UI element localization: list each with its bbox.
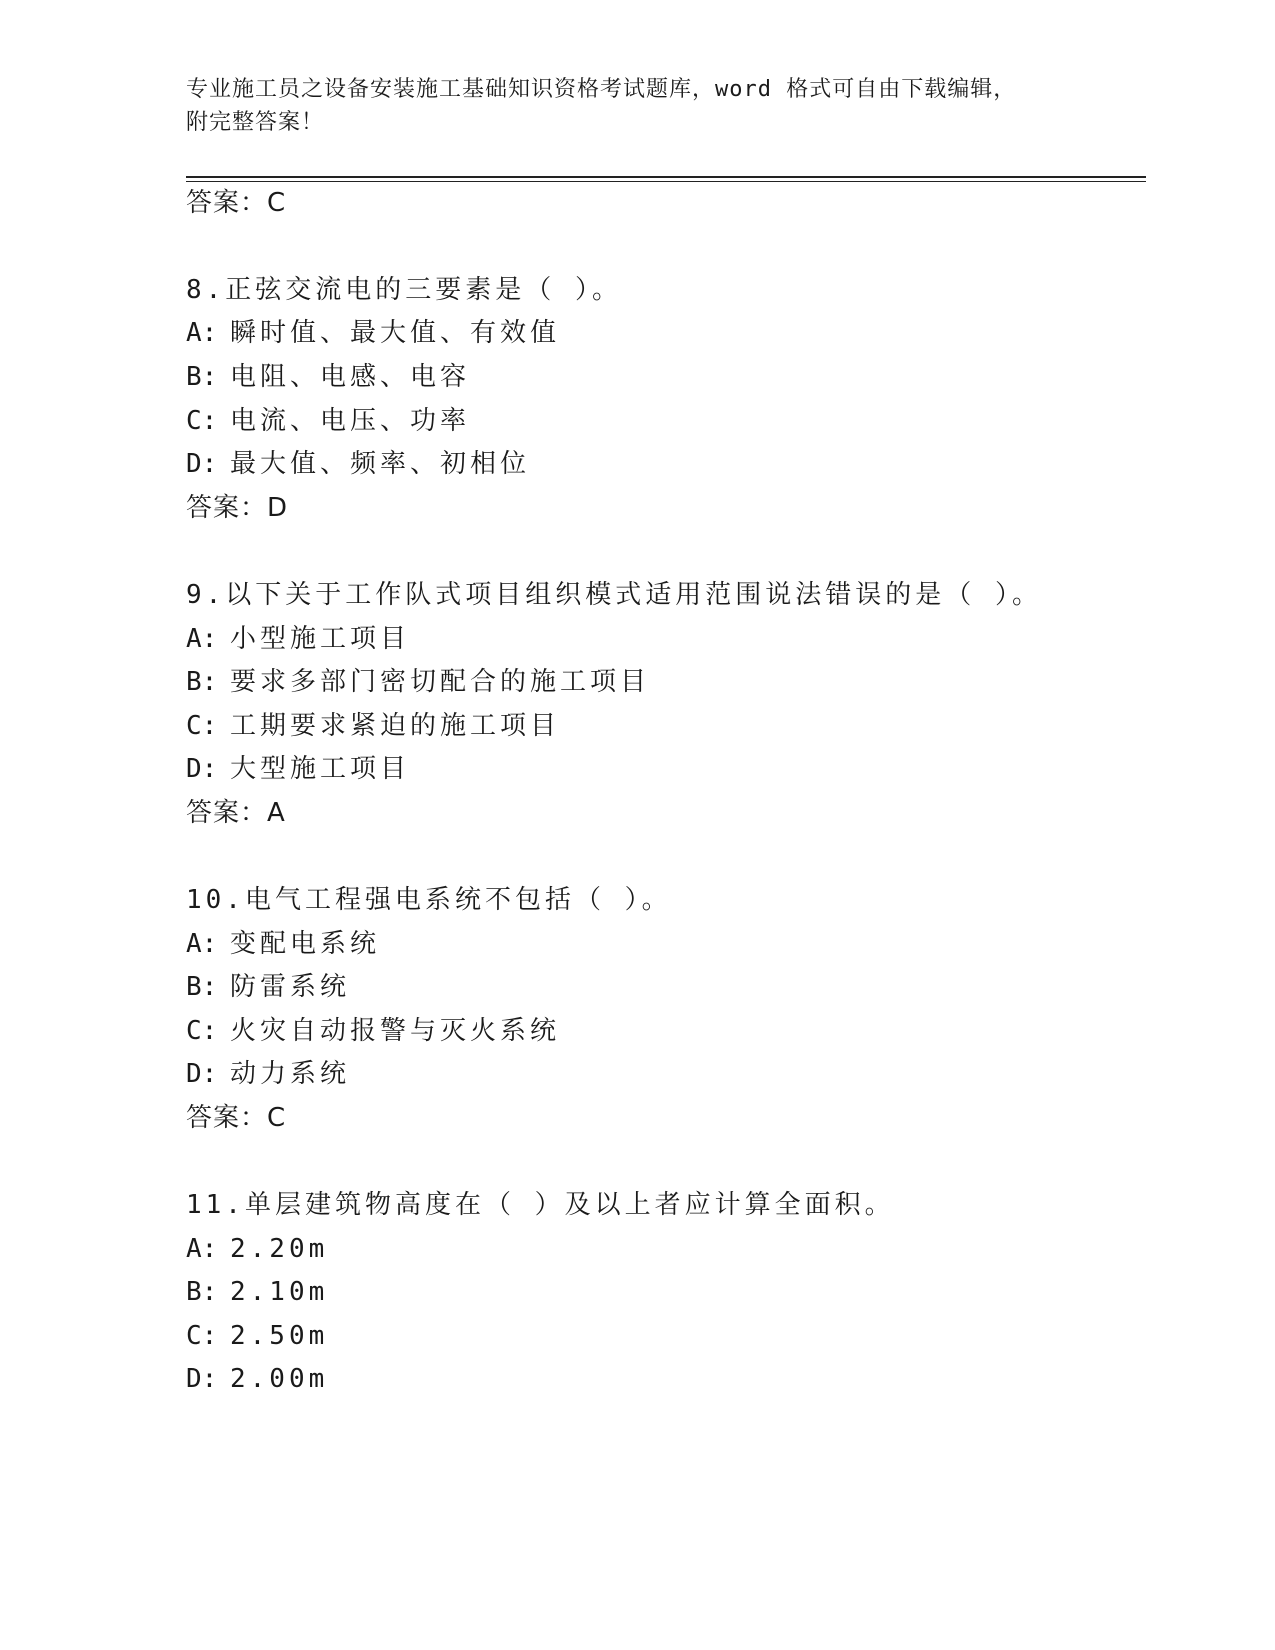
option-text: 小型施工项目 [230,624,411,654]
option-b [186,970,350,1004]
option-d [186,752,410,786]
option-letter: A: [186,1234,218,1264]
option-text: 工期要求紧迫的施工项目 [230,711,561,741]
option-d [186,1057,350,1091]
option-letter: C: [186,406,218,436]
option-text: 防雷系统 [230,972,351,1002]
option-letter: B: [186,972,218,1002]
option-letter: D: [186,1059,218,1089]
document-header [186,73,1086,139]
option-text: 2.50m [230,1321,329,1351]
option-d [186,447,530,481]
option-a [186,622,410,656]
answer-label: 答案：A [186,798,286,828]
option-letter: C: [186,1016,218,1046]
option-text: 电阻、电感、电容 [230,362,471,392]
option-letter: C: [186,1321,218,1351]
option-letter: A: [186,624,218,654]
option-letter: A: [186,318,218,348]
option-text: 2.00m [230,1364,329,1394]
answer-label: 答案：C [186,1103,287,1133]
option-text: 瞬时值、最大值、有效值 [230,318,561,348]
option-text: 最大值、频率、初相位 [230,449,531,479]
header-line-2: 附完整答案！ [186,110,325,135]
option-d [186,1362,328,1396]
option-letter: D: [186,449,218,479]
answer-label: 答案：D [186,493,289,523]
option-letter: B: [186,362,218,392]
option-text: 变配电系统 [230,929,381,959]
option-text: 动力系统 [230,1059,351,1089]
option-letter: A: [186,929,218,959]
option-a [186,316,560,350]
option-letter: D: [186,754,218,784]
option-text: 要求多部门密切配合的施工项目 [230,667,651,697]
question-stem: 11.单层建筑物高度在（ ）及以上者应计算全面积。 [186,1190,895,1220]
option-b [186,665,650,699]
answer-label: 答案：C [186,188,287,218]
option-c [186,1319,328,1353]
option-letter: B: [186,667,218,697]
question-stem: 8.正弦交流电的三要素是（ ）。 [186,275,622,305]
option-text: 2.10m [230,1277,329,1307]
option-text: 电流、电压、功率 [230,406,471,436]
header-line-1: 专业施工员之设备安装施工基础知识资格考试题库，word 格式可自由下载编辑， [186,77,1017,102]
option-c [186,1014,560,1048]
option-c [186,404,470,438]
option-b [186,360,470,394]
option-b [186,1275,328,1309]
option-text: 大型施工项目 [230,754,411,784]
option-letter: B: [186,1277,218,1307]
option-text: 2.20m [230,1234,329,1264]
option-a [186,927,380,961]
header-divider [186,176,1146,182]
option-text: 火灾自动报警与灭火系统 [230,1016,561,1046]
question-stem: 9.以下关于工作队式项目组织模式适用范围说法错误的是（ ）。 [186,580,1042,610]
option-letter: D: [186,1364,218,1394]
option-a [186,1232,328,1266]
option-letter: C: [186,711,218,741]
question-stem: 10.电气工程强电系统不包括（ ）。 [186,885,672,915]
option-c [186,709,560,743]
